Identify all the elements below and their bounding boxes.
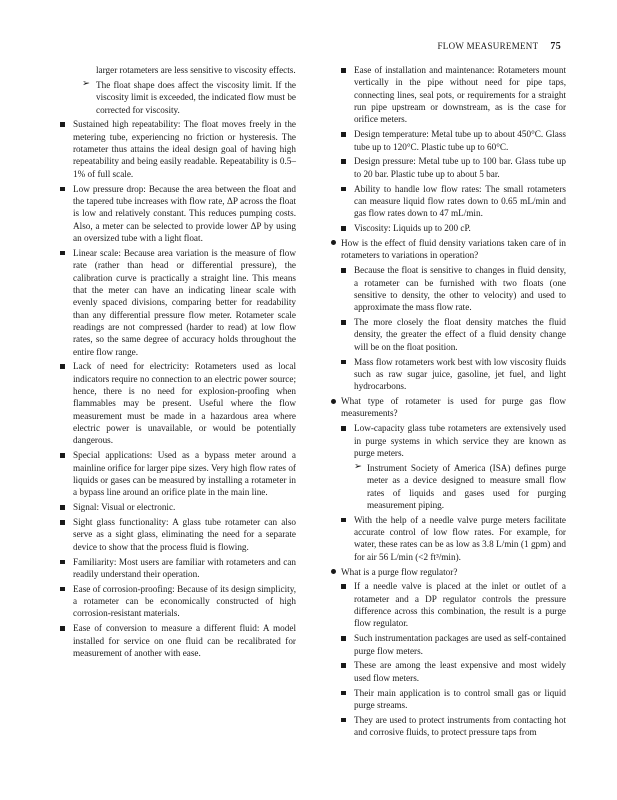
item-text: Ability to handle low flow rates: The small rotameters can measure liquid flow rates down to 0.65 mL/min and gas flow rates down to 47 mL/min. [354, 183, 566, 219]
square-bullet-icon [341, 584, 346, 589]
item-text: Ease of corrosion-proofing: Because of its design simplicity, a rotameter can be economically constructed of high corrosion-resistant materials. [73, 583, 296, 619]
item-text: Design temperature: Metal tube up to about 450°C. Glass tube up to 120°C. Plastic tube up to 60°C. [354, 129, 566, 152]
running-head-title: FLOW MEASUREMENT [437, 41, 539, 51]
item-text: The more closely the float density matches the fluid density, the greater the effect of a fluid density change will be on the float position. [354, 317, 566, 352]
round-bullet-icon [331, 399, 336, 404]
left-column [60, 64, 296, 662]
square-bullet-icon [60, 587, 65, 592]
item-text: Because the float is sensitive to changes in fluid density, a rotameter can be furnished with two floats (one sensitive to density, the other to velocity) and used to approximate the mass flow rate. [354, 265, 566, 313]
list-item [60, 449, 296, 498]
question-item [331, 566, 566, 578]
item-text: Viscosity: Liquids up to 200 cP. [354, 223, 471, 234]
square-bullet-icon [341, 663, 346, 668]
list-item [60, 183, 296, 245]
square-bullet-icon [60, 251, 65, 256]
square-bullet-icon [341, 68, 346, 73]
list-item [60, 622, 296, 659]
square-bullet-icon [341, 159, 346, 164]
square-bullet-icon [60, 505, 65, 510]
list-item [60, 247, 296, 358]
square-bullet-icon [341, 187, 346, 192]
list-item [60, 360, 296, 446]
square-bullet-icon [341, 718, 346, 723]
item-text: Sight glass functionality: A glass tube rotameter can also serve as a sight glass, eliminating the need for a separate device to show that the process fluid is flowing. [73, 517, 296, 552]
item-text: Special applications: Used as a bypass meter around a mainline orifice for larger pipe sizes. Very high flow rates of liquids or gases can be measured by installing a rotameter in a bypass line around an orifice plate in the main line. [73, 450, 296, 498]
running-head [438, 41, 562, 52]
list-item [331, 632, 566, 657]
question-text: What is a purge flow regulator? [341, 566, 458, 577]
list-item [60, 501, 296, 513]
item-text: Familiarity: Most users are familiar with rotameters and can readily understand their operation. [73, 556, 296, 579]
list-item [331, 155, 566, 180]
square-bullet-icon [341, 268, 346, 273]
square-bullet-icon [60, 626, 65, 631]
item-text: Ease of conversion to measure a different fluid: A model installed for service on one fluid can be recalibrated for measurement of another with ease. [73, 623, 296, 658]
square-bullet-icon [60, 364, 65, 369]
question-item [331, 237, 566, 262]
list-item [60, 583, 296, 620]
round-bullet-icon [331, 240, 336, 245]
square-bullet-icon [341, 360, 346, 365]
square-bullet-icon [341, 320, 346, 325]
square-bullet-icon [60, 520, 65, 525]
list-item [331, 422, 566, 459]
list-item [331, 183, 566, 220]
list-item [331, 659, 566, 684]
item-text: Low-capacity glass tube rotameters are extensively used in purge systems in which service they are known as purge meters. [354, 423, 566, 458]
arrow-icon: ➢ [354, 462, 362, 473]
item-text: Ease of installation and maintenance: Rotameters mount vertically in the pipe without need for pipe taps, connecting lines, seal pots, or requirements for a straight run pipe upstream or downstream, as is the case for orifice meters. [354, 65, 566, 125]
list-item [331, 316, 566, 353]
item-text: Lack of need for electricity: Rotameters used as local indicators require no connection to an electric power source; hence, there is no need for explosion-proofing when flammables may be present. Useful where the flow measurement must be made in a hazardous area where electric power is unavailable, or would be potentially dangerous. [73, 361, 296, 446]
list-item [331, 580, 566, 629]
list-item [331, 687, 566, 712]
square-bullet-icon [341, 226, 346, 231]
item-text: Design pressure: Metal tube up to 100 bar. Glass tube up to 20 bar. Plastic tube up to about 5 bar. [354, 156, 566, 179]
square-bullet-icon [341, 636, 346, 641]
square-bullet-icon [341, 518, 346, 523]
question-text: How is the effect of fluid density variations taken care of in rotameters to variations in operation? [341, 237, 566, 261]
arrow-item [331, 462, 566, 511]
item-text: These are among the least expensive and most widely used flow meters. [354, 660, 566, 683]
square-bullet-icon [341, 691, 346, 696]
item-text: Their main application is to control small gas or liquid purge streams. [354, 687, 566, 710]
question-text: What type of rotameter is used for purge gas flow measurements? [341, 396, 566, 419]
list-item [331, 514, 566, 563]
item-text: They are used to protect instruments from contacting hot and corrosive fluids, to protect pressure taps from [354, 714, 566, 738]
list-item [331, 64, 566, 126]
list-item [60, 556, 296, 581]
item-text: If a needle valve is placed at the inlet or outlet of a rotameter and a DP regulator controls the pressure difference across this combination, the result is a purge flow regulator. [354, 581, 566, 629]
list-item [60, 516, 296, 553]
item-text: The float shape does affect the viscosity limit. If the viscosity limit is exceeded, the indicated flow must be corrected for viscosity. [96, 79, 296, 115]
item-text: Sustained high repeatability: The float moves freely in the metering tube, experiencing no friction or hysteresis. The rotameter thus attains the ideal design goal of having high repeatability and being easily readable. Repeatability is 0.5–1% of full scale. [73, 119, 296, 179]
square-bullet-icon [341, 132, 346, 137]
item-text: Signal: Visual or electronic. [73, 502, 176, 513]
list-item [60, 118, 296, 180]
item-text: Linear scale: Because area variation is the measure of flow rate (rather than head or differential pressure), the calibration curve is practically a straight line. This means that the meter can have an indicating linear scale with evenly spaced divisions, comparing better for readability than any differential pressure flow meter. Rotameter scale readings are not compressed (harder to read) at low flow rates, so the same degree of accuracy holds throughout the entire flow range. [73, 247, 296, 357]
square-bullet-icon [60, 560, 65, 565]
item-text: Mass flow rotameters work best with low viscosity fluids such as raw sugar juice, gasoline, jet fuel, and light hydrocarbons. [354, 356, 566, 392]
square-bullet-icon [60, 453, 65, 458]
right-column [331, 64, 566, 741]
list-item [331, 222, 566, 234]
list-item [331, 264, 566, 313]
square-bullet-icon [60, 187, 65, 192]
square-bullet-icon [341, 426, 346, 431]
question-item [331, 395, 566, 420]
arrow-item [60, 79, 296, 116]
item-text: Instrument Society of America (ISA) defines purge meter as a device designed to measure small flow rates of liquids and gases used for purging measurement piping. [367, 462, 566, 510]
round-bullet-icon [331, 569, 336, 574]
arrow-icon: ➢ [82, 79, 90, 90]
list-item [331, 356, 566, 393]
item-text: Low pressure drop: Because the area between the float and the tapered tube increases with flow rate, ΔP across the float is low and relatively constant. This reduces pumping costs. Also, a meter can be selected to provide lower ΔP by using an oversized tube with a light float. [73, 183, 296, 243]
list-item [331, 714, 566, 739]
paragraph: larger rotameters are less sensitive to viscosity effects. [96, 65, 296, 75]
page-number: 75 [550, 41, 561, 52]
item-text: Such instrumentation packages are used as self-contained purge flow meters. [354, 633, 566, 656]
square-bullet-icon [60, 122, 65, 127]
list-item [331, 128, 566, 153]
item-text: With the help of a needle valve purge meters facilitate accurate control of low flow rates. For example, for water, these rates can be as low as 3.8 L/min (1 gpm) and for air 56 L/min (<2 ft³/min). [354, 514, 566, 562]
